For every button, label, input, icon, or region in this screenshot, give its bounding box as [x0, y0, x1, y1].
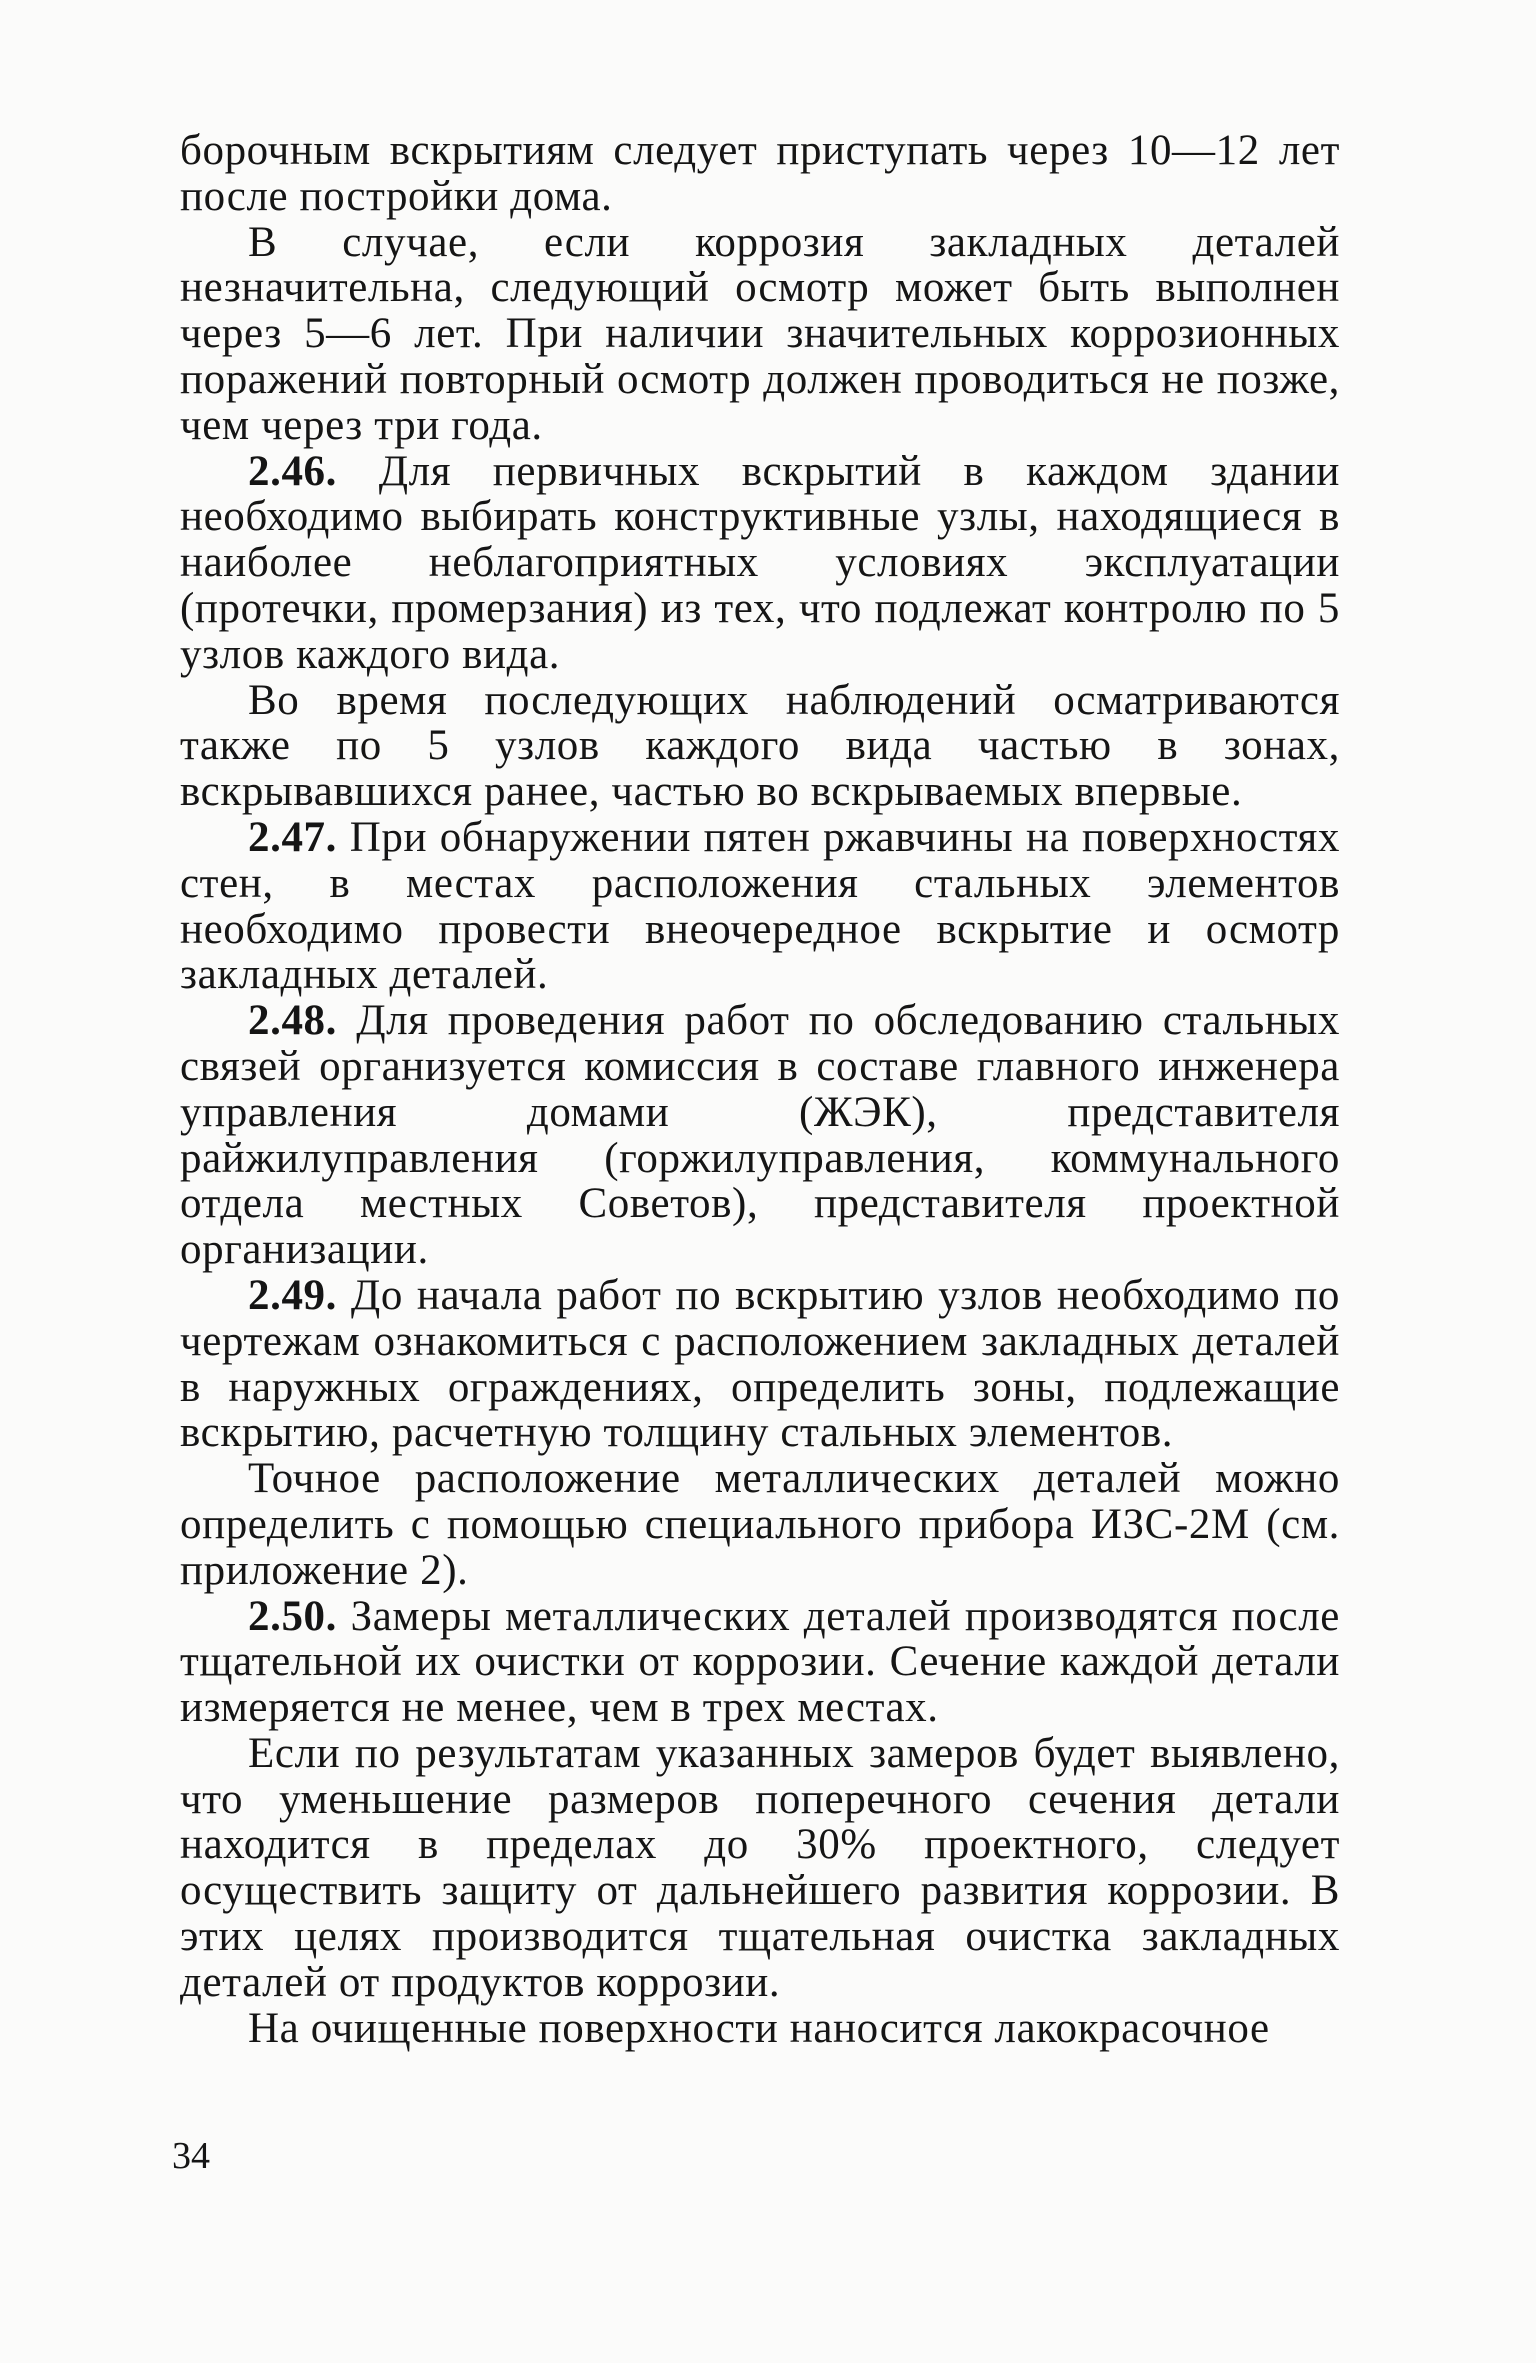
- paragraph: [180, 1731, 1340, 2006]
- paragraph-text: На очищенные поверхности наносится лакокрасочное: [248, 2004, 1270, 2052]
- paragraph-text: Если по результатам указанных замеров будет выявлено, что уменьшение размеров поперечного сечения детали находится в пределах до 30% проектного, следует осуществить защиту от дальнейшего развития коррозии. В этих целях производится тщательная очистка закладных деталей от продуктов коррозии.: [180, 1729, 1340, 2006]
- paragraph: [180, 678, 1340, 815]
- document-body: [180, 128, 1340, 2051]
- numbered-paragraph-2-48: [180, 998, 1340, 1273]
- paragraph-text: Точное расположение металлических деталей можно определить с помощью специального прибора ИЗС-2М (см. приложение 2).: [180, 1455, 1340, 1594]
- paragraph: [180, 220, 1340, 449]
- section-number: 2.49.: [248, 1271, 337, 1319]
- numbered-paragraph-2-50: [180, 1594, 1340, 1731]
- page-number: 34: [172, 2135, 210, 2177]
- paragraph-text: Для первичных вскрытий в каждом здании необходимо выбирать конструктивные узлы, находящиеся в наиболее неблагоприятных условиях эксплуатации (протечки, промерзания) из тех, что подлежат контролю по 5 узлов каждого вида.: [180, 447, 1341, 678]
- numbered-paragraph-2-49: [180, 1273, 1340, 1456]
- section-number: 2.48.: [248, 997, 337, 1045]
- paragraph-text: Для проведения работ по обследованию стальных связей организуется комиссия в составе главного инженера управления домами (ЖЭК), представителя райжилуправления (горжилуправления, коммунального отдела местных Советов), представителя проектной организации.: [180, 997, 1340, 1274]
- paragraph-text: борочным вскрытиям следует приступать через 10—12 лет после постройки дома.: [180, 127, 1340, 220]
- numbered-paragraph-2-46: [180, 449, 1340, 678]
- paragraph-text: Во время последующих наблюдений осматриваются также по 5 узлов каждого вида частью в зонах, вскрывавшихся ранее, частью во вскрываемых впервые.: [180, 676, 1340, 816]
- paragraph-text: В случае, если коррозия закладных деталей незначительна, следующий осмотр может быть выполнен через 5—6 лет. При наличии значительных коррозионных поражений повторный осмотр должен проводиться не позже, чем через три года.: [180, 218, 1340, 449]
- section-number: 2.50.: [248, 1592, 337, 1640]
- paragraph: [180, 1456, 1340, 1593]
- paragraph-text: При обнаружении пятен ржавчины на поверхностях стен, в местах расположения стальных элементов необходимо провести внеочередное вскрытие и осмотр закладных деталей.: [180, 813, 1340, 999]
- paragraph-text: Замеры металлических деталей производятся после тщательной их очистки от коррозии. Сечение каждой детали измеряется не менее, чем в трех местах.: [180, 1592, 1340, 1732]
- section-number: 2.47.: [248, 813, 337, 861]
- paragraph-text: До начала работ по вскрытию узлов необходимо по чертежам ознакомиться с расположением закладных деталей в наружных ограждениях, определить зоны, подлежащие вскрытию, расчетную толщину стальных элементов.: [180, 1271, 1341, 1457]
- numbered-paragraph-2-47: [180, 815, 1340, 998]
- paragraph-last: [180, 2006, 1340, 2052]
- section-number: 2.46.: [248, 447, 337, 495]
- paragraph-continuation: [180, 128, 1340, 220]
